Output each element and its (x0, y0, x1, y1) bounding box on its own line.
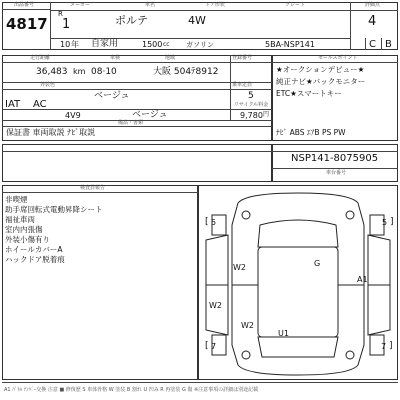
model-code: 5BA-NSP141 (265, 40, 315, 49)
equipment: ﾅﾋﾞ ABS ｴｱB PS PW (276, 128, 346, 137)
docs-value: 保証書 車両取説 ﾅﾋﾞ取説 (6, 128, 96, 137)
interior-color: ベージュ (132, 110, 168, 120)
inspection-value: 08·10 (91, 67, 117, 77)
note-line-6: ホイールカバーA (5, 245, 63, 254)
damage-mark-9: 7 (211, 342, 217, 351)
damage-mark-5: A1 (357, 275, 368, 284)
grade-label: グレード (285, 2, 306, 8)
note-line-4: 室内内張傷 (5, 225, 43, 234)
score-label: 評価点 (365, 2, 381, 8)
seat-count: 5 (248, 91, 254, 101)
mileage-value: 36,483 (36, 67, 68, 77)
note-line-1: 非喫煙 (5, 195, 28, 204)
lot-number: 4817 (6, 15, 48, 33)
notes-label: 検査員報告 (80, 185, 106, 191)
displacement-value: 1500 (142, 40, 163, 49)
score-value: 4 (368, 14, 377, 29)
car-diagram (198, 185, 398, 380)
sales-label: セールスポイント (318, 55, 358, 61)
recycle-label: リサイクル料金 (234, 102, 269, 108)
mileage-label: 走行距離 (30, 55, 51, 61)
damage-mark-4: G (314, 259, 321, 268)
mileage-unit: km (73, 67, 86, 76)
door-label: ドア形状 (205, 2, 225, 8)
sales-line-3: ETC★スマートキー (276, 89, 342, 98)
region-value: 大阪 504ﾃ8912 (153, 67, 219, 77)
lot-label: 出品番号 (14, 2, 35, 8)
damage-mark-6: W2 (209, 301, 222, 310)
year-value: 10 (60, 40, 71, 49)
note-line-7: ハックドア脱着痕 (5, 255, 65, 264)
inspection-label: 車検 (110, 55, 121, 61)
footer-legend: A1 ﾊﾟﾈﾙ ﾅﾝﾊﾞｰ交換 注意 ■ 修復歴 S 車体骨格 W 塗装 B 割れ U 凹み R 再塗装 G 傷 ※注意事項の詳細は別途記載 (4, 387, 259, 393)
damage-mark-2: 5 (382, 218, 388, 227)
docs-label: 備品・書類 (118, 120, 144, 126)
mark-front-left: [ (205, 217, 209, 227)
note-line-3: 福祉車両 (5, 215, 35, 224)
sales-line-2: 純正ナビ★バックモニター (276, 77, 366, 86)
chassis-number: NSP141-8075905 (291, 153, 379, 164)
num-one: 1 (62, 17, 71, 32)
blank-panel (2, 144, 272, 182)
damage-mark-7: W2 (241, 321, 254, 330)
recycle-fee: 9,780 (240, 111, 263, 120)
exterior-grade: B (385, 39, 392, 50)
model-label: 車名 (145, 2, 156, 8)
plate-label: 登録番号 (232, 55, 253, 61)
cc-unit: cc (163, 41, 170, 48)
interior-grade: C (369, 39, 376, 50)
mark-rear-left: [ (205, 341, 209, 351)
mark-rear-right: ] (389, 341, 393, 351)
damage-mark-8: U1 (278, 329, 289, 338)
note-line-2: 助手席回転式電動昇降シート (5, 205, 103, 214)
sales-line-1: ★オークションデビュー★ (276, 65, 365, 74)
chassis-label: 車台番号 (326, 170, 347, 176)
ac-value: AC (33, 99, 47, 110)
exterior-code: 4V9 (65, 111, 81, 120)
recycle-unit: 円 (263, 111, 270, 118)
color-label: 外装色 (40, 82, 56, 88)
maker-label: メーカー (70, 2, 90, 8)
model-name: ポルテ (115, 14, 148, 27)
region-label: 地域 (165, 55, 176, 61)
r-mark: R (58, 10, 63, 18)
transmission: IAT (5, 99, 21, 110)
year-unit: 年 (71, 40, 79, 49)
damage-mark-1: 5 (211, 218, 217, 227)
color-value: ベージュ (94, 91, 130, 101)
fuel-value: ガソリン (186, 41, 214, 49)
damage-mark-3: W2 (233, 263, 246, 272)
note-line-5: 外装小傷有り (5, 235, 50, 244)
damage-mark-10: 7 (381, 342, 387, 351)
mark-front-right: ] (390, 217, 394, 227)
drive-type: 4W (188, 14, 206, 27)
seat-label: 乗車定員 (232, 82, 253, 88)
usage-value: 自家用 (91, 39, 119, 49)
